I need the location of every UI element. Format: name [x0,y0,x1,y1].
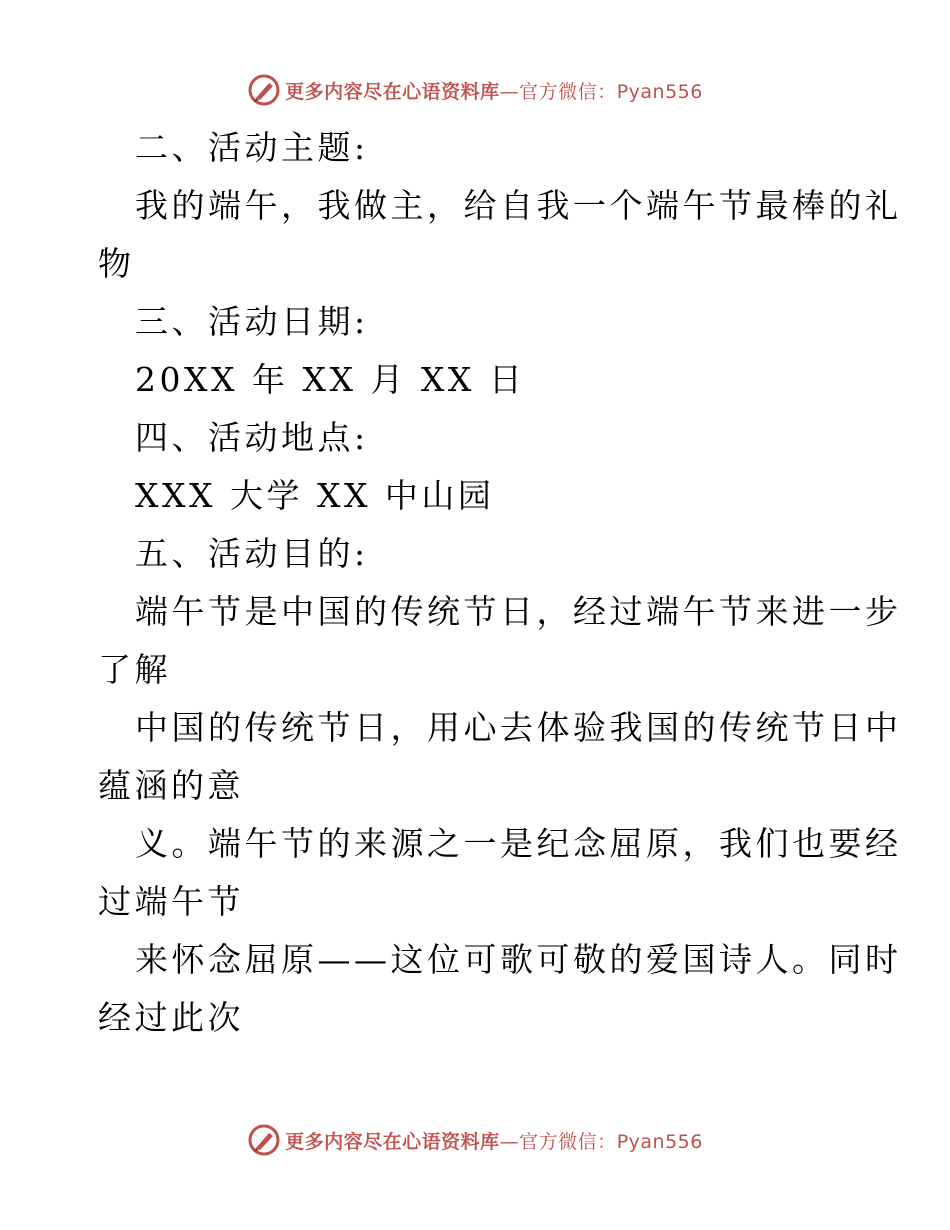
watermark-wechat-label: 官方微信： [519,80,617,103]
heading-location: 四、活动地点: [135,418,369,457]
paragraph-line: 蕴涵的意 [98,766,244,805]
pen-logo-icon [247,73,281,107]
watermark-handle: Pyan556 [616,80,703,103]
paragraph-line: 了解 [98,650,171,689]
footer-watermark [0,1120,950,1160]
paragraph-line: 20XX 年 XX 月 XX 日 [135,360,526,399]
header-watermark [0,70,950,110]
heading-theme: 二、活动主题: [135,128,369,167]
paragraph-line: 经过此次 [98,998,244,1037]
paragraph-line: XXX 大学 XX 中山园 [135,476,495,515]
paragraph-line: 来怀念屈原——这位可歌可敬的爱国诗人。同时 [135,940,902,979]
paragraph-line: 中国的传统节日，用心去体验我国的传统节日中 [135,708,902,747]
pen-logo-icon [247,1123,281,1157]
watermark-title: 更多内容尽在心语资料库 [285,1130,500,1153]
heading-purpose: 五、活动目的: [135,534,369,573]
watermark-dash: — [499,1130,520,1153]
watermark-handle: Pyan556 [616,1130,703,1153]
watermark-wechat-label: 官方微信： [519,1130,617,1153]
paragraph-line: 义。端午节的来源之一是纪念屈原，我们也要经 [135,824,902,863]
watermark-dash: — [499,80,520,103]
paragraph-line: 物 [98,244,135,283]
heading-date: 三、活动日期: [135,302,369,341]
paragraph-line: 端午节是中国的传统节日，经过端午节来进一步 [135,592,902,631]
paragraph-line: 过端午节 [98,882,244,921]
paragraph-line: 我的端午，我做主，给自我一个端午节最棒的礼 [135,186,902,225]
watermark-title: 更多内容尽在心语资料库 [285,80,500,103]
